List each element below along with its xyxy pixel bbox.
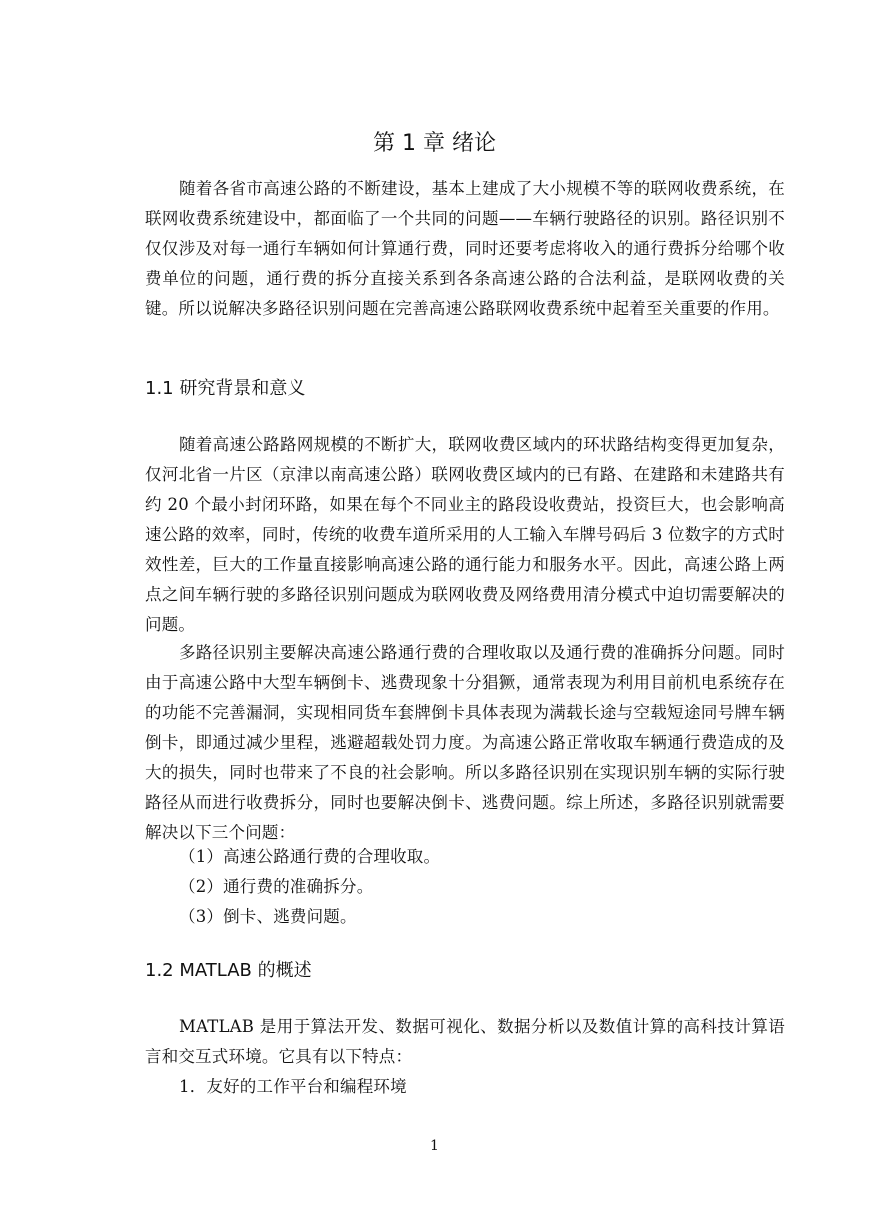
list-item: （2）通行费的准确拆分。 [179, 877, 374, 896]
section-1-2-list-item-1: 1．友好的工作平台和编程环境 [179, 1077, 407, 1096]
chapter-title: 第 1 章 绪论 [373, 131, 496, 156]
section-heading-1-1: 1.1 研究背景和意义 [145, 378, 306, 399]
page-number: 1 [430, 1138, 439, 1154]
list-item: （1）高速公路通行费的合理收取。 [179, 847, 441, 866]
list-item: （3）倒卡、逃费问题。 [179, 907, 357, 926]
section-1-1-paragraph-2: 多路径识别主要解决高速公路通行费的合理收取以及通行费的准确拆分问题。同时由于高速公路中大型车辆倒卡、逃费现象十分猖獗，通常表现为利用目前机电系统存在的功能不完善漏洞，实现相同货车套牌倒卡具体表现为满载长途与空载短途同号牌车辆倒卡，即通过减少里程，逃避超载处罚力度。为高速公路正常收取车辆通行费造成的及大的损失，同时也带来了不良的社会影响。所以多路径识别在实现识别车辆的实际行驶路径从而进行收费拆分，同时也要解决倒卡、逃费问题。综上所述，多路径识别就需要解决以下三个问题： [145, 643, 785, 842]
section-heading-1-2: 1.2 MATLAB 的概述 [145, 960, 312, 981]
section-1-2-paragraph-1: MATLAB 是用于算法开发、数据可视化、数据分析以及数值计算的高科技计算语言和交互式环境。它具有以下特点： [145, 1017, 785, 1066]
section-1-1-paragraph-1: 随着高速公路路网规模的不断扩大，联网收费区域内的环状路结构变得更加复杂，仅河北省一片区（京津以南高速公路）联网收费区域内的已有路、在建路和未建路共有约 20 个最小封闭环路，如果在每个不同业主的路段设收费站，投资巨大，也会影响高速公路的效率，同时，传统的收费车道所采用的人工输入车牌号码后 3 位数字的方式时效性差，巨大的工作量直接影响高速公路的通行能力和服务水平。因此，高速公路上两点之间车辆行驶的多路径识别问题成为联网收费及网络费用清分模式中迫切需要解决的问题。 [145, 435, 785, 634]
chapter-intro-paragraph: 随着各省市高速公路的不断建设，基本上建成了大小规模不等的联网收费系统，在联网收费系统建设中，都面临了一个共同的问题——车辆行驶路径的识别。路径识别不仅仅涉及对每一通行车辆如何计算通行费，同时还要考虑将收入的通行费拆分给哪个收费单位的问题，通行费的拆分直接关系到各条高速公路的合法利益，是联网收费的关键。所以说解决多路径识别问题在完善高速公路联网收费系统中起着至关重要的作用。 [145, 179, 785, 318]
